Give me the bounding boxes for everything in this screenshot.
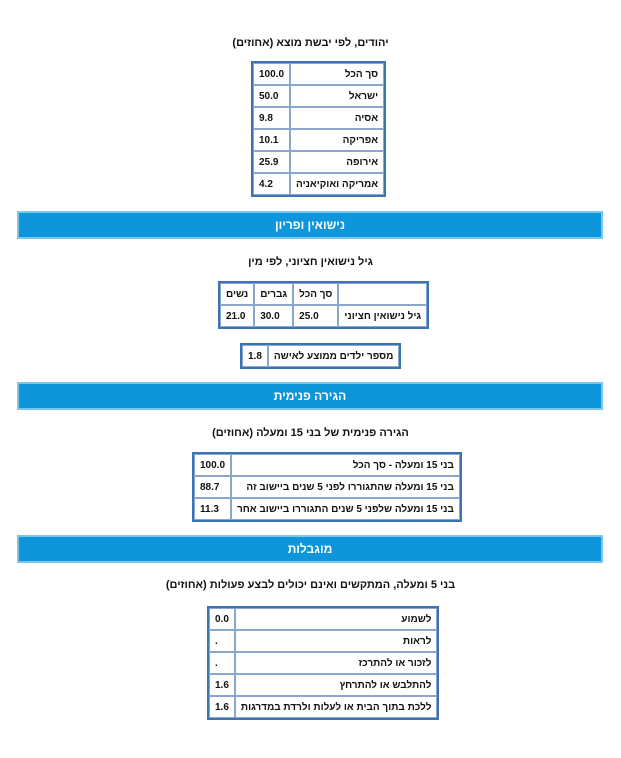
table-row (242, 345, 399, 367)
row-label: ישראל (290, 85, 384, 107)
disabilities-title: בני 5 ומעלה, המתקשים ואינם יכולים לבצע פעולות (אחוזים) (165, 579, 456, 591)
row-value: 88.7 (194, 476, 231, 498)
table-row (194, 498, 460, 520)
disabilities-table (207, 606, 439, 720)
migration-table (192, 452, 462, 522)
row-label: לזכור או להתרכז (235, 652, 438, 674)
row-label: בני 15 ומעלה - סך הכל (231, 454, 460, 476)
column-header: סך הכל (293, 283, 338, 305)
row-value: 25.0 (293, 305, 338, 327)
row-label: מספר ילדים ממוצע לאישה (268, 345, 400, 367)
row-label: סך הכל (290, 63, 384, 85)
table-row (220, 305, 427, 327)
marriage-table (218, 281, 429, 329)
migration-title: הגירה פנימית של בני 15 ומעלה (אחוזים) (212, 427, 409, 439)
table-row (253, 173, 384, 195)
row-label: אמריקה ואוקיאניה (290, 173, 384, 195)
row-value: 50.0 (253, 85, 290, 107)
row-value: 1.8 (242, 345, 268, 367)
table-row (253, 129, 384, 151)
row-label: אירופה (290, 151, 384, 173)
column-header: נשים (220, 283, 254, 305)
row-value: 100.0 (194, 454, 231, 476)
table-header-row (220, 283, 427, 305)
row-value: 25.9 (253, 151, 290, 173)
origin-title: יהודים, לפי יבשת מוצא (אחוזים) (232, 37, 389, 49)
row-label: גיל נישואין חציוני (338, 305, 427, 327)
row-label: בני 15 ומעלה שלפני 5 שנים התגוררו ביישוב אחר (231, 498, 460, 520)
row-value: 11.3 (194, 498, 231, 520)
table-row (209, 608, 437, 630)
table-row (194, 454, 460, 476)
row-label: בני 15 ומעלה שהתגוררו לפני 5 שנים ביישוב זה (231, 476, 460, 498)
table-row (253, 151, 384, 173)
table-row (209, 674, 437, 696)
table-row (194, 476, 460, 498)
table-row (253, 107, 384, 129)
table-row (209, 652, 437, 674)
row-value: . (209, 652, 235, 674)
row-label: להתלבש או להתרחץ (235, 674, 438, 696)
table-row (253, 63, 384, 85)
row-value: 9.8 (253, 107, 290, 129)
row-value: 30.0 (254, 305, 293, 327)
row-label: אפריקה (290, 129, 384, 151)
section-bar-marriage: נישואין ופריון (17, 211, 603, 239)
column-header: גברים (254, 283, 293, 305)
row-value: 21.0 (220, 305, 254, 327)
row-value: . (209, 630, 235, 652)
row-label: לשמוע (235, 608, 438, 630)
marriage-title: גיל נישואין חציוני, לפי מין (248, 256, 373, 268)
table-row (209, 696, 437, 718)
row-label: ללכת בתוך הבית או לעלות ולרדת במדרגות (235, 696, 438, 718)
column-header (338, 283, 427, 305)
fertility-table (240, 343, 401, 369)
row-value: 1.6 (209, 696, 235, 718)
row-value: 0.0 (209, 608, 235, 630)
row-label: אסיה (290, 107, 384, 129)
row-label: לראות (235, 630, 438, 652)
section-bar-disabilities: מוגבלות (17, 535, 603, 563)
row-value: 4.2 (253, 173, 290, 195)
origin-table (251, 61, 386, 197)
row-value: 100.0 (253, 63, 290, 85)
row-value: 10.1 (253, 129, 290, 151)
row-value: 1.6 (209, 674, 235, 696)
table-row (253, 85, 384, 107)
section-bar-migration: הגירה פנימית (17, 382, 603, 410)
table-row (209, 630, 437, 652)
